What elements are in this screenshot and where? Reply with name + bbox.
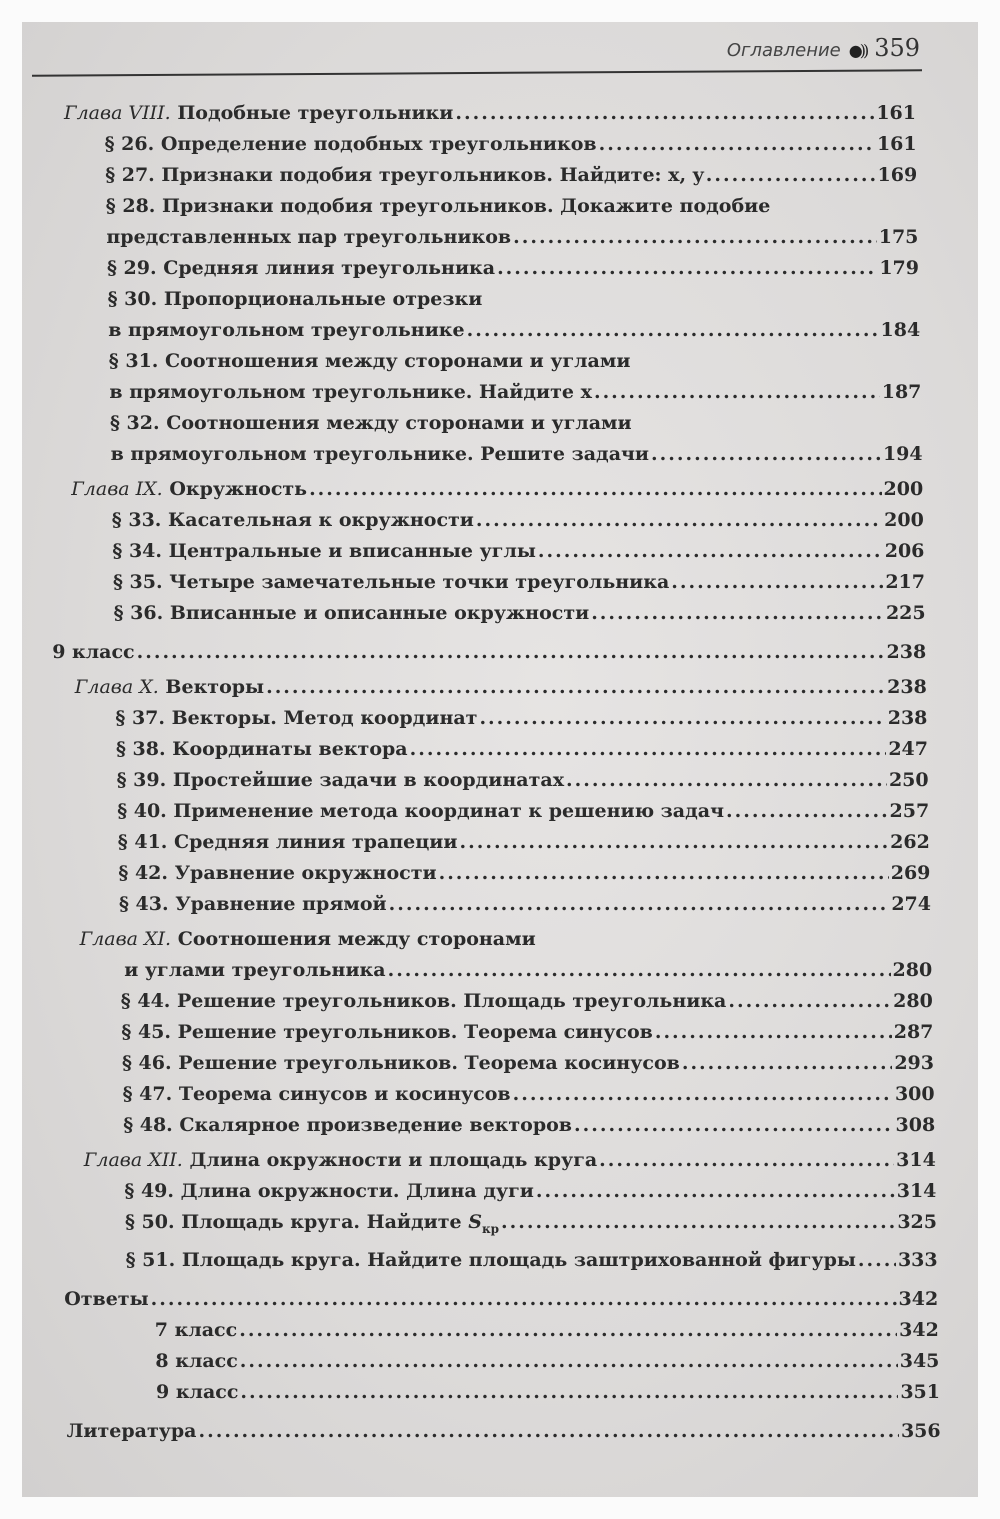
entry-text: § 44. Решение треугольников. Площадь треугольника [120,990,727,1012]
entry-text: Подобные треугольники [177,102,454,124]
entry-title [71,474,307,505]
entry-text: в прямоугольном треугольнике [108,319,465,341]
entry-text: § 43. Уравнение прямой [119,893,387,915]
dot-leader [858,1245,896,1276]
entry-title [75,672,264,703]
entry-title [125,1207,499,1245]
entry-title [115,703,477,734]
entry-page-number: 257 [889,800,930,822]
entry-text: Ответы [64,1287,149,1310]
entry-page-number: 238 [887,676,927,698]
entry-title [64,98,453,129]
entry-title [52,637,134,668]
entry-page-number: 247 [888,738,928,760]
toc-entry [22,346,978,408]
toc-entry [22,734,978,765]
header-ornament-icon: ●)) [848,41,867,60]
toc-entry [22,765,978,796]
toc-entry [22,796,978,827]
toc-entry [22,889,978,920]
dot-leader [728,986,891,1017]
entry-text: § 31. Соотношения между сторонами и углами [108,350,631,372]
entry-title [80,928,536,950]
running-header [727,34,920,62]
entry-title [155,1346,237,1377]
entry-title [156,1377,238,1408]
entry-page-number: 161 [876,133,917,155]
toc-entry [22,505,978,536]
chapter-label: Глава XI. [79,928,172,950]
toc-entry [22,1377,978,1408]
entry-text: 7 класс [154,1318,238,1341]
entry-page-number: 293 [894,1052,934,1074]
toc-entry [22,637,978,668]
toc-entry [22,1284,978,1315]
header-title: Оглавление [726,40,841,61]
entry-page-number: 269 [890,862,931,884]
toc-entry [22,1145,978,1176]
toc-entry [22,98,978,129]
toc-entry [22,598,978,629]
entry-page-number: 225 [885,602,926,624]
entry-text: § 48. Скалярное произведение векторов [123,1114,573,1136]
dot-leader [467,315,879,346]
dot-leader [513,222,877,253]
toc-entry [22,703,978,734]
dot-leader [594,377,880,408]
entry-title [114,598,590,629]
entry-text: § 50. Площадь круга. Найдите [125,1211,469,1233]
dot-leader [439,858,889,889]
entry-page-number: 194 [882,443,923,465]
entry-text: § 37. Векторы. Метод координат [115,707,478,729]
entry-title [122,1048,680,1079]
entry-page-number: 356 [900,1419,941,1442]
entry-title [112,536,536,567]
entry-text: 8 класс [155,1349,238,1372]
entry-text: § 33. Касательная к окружности [111,509,474,531]
dot-leader [389,889,890,920]
toc-entry [22,567,978,598]
entry-page-number: 200 [884,509,924,531]
dot-leader [706,160,876,191]
entry-text: § 34. Центральные и вписанные углы [112,540,536,562]
entry-text: § 35. Четыре замечательные точки треугольника [113,571,670,593]
dot-leader [240,1377,898,1408]
entry-title [112,505,474,536]
entry-title [111,439,649,470]
entry-title [116,734,408,765]
entry-title [106,195,771,217]
dot-leader [137,637,885,668]
toc-entry [22,284,978,346]
dot-leader [591,598,884,629]
entry-page-number: 300 [894,1083,935,1105]
entry-title [155,1315,237,1346]
toc-entry [22,827,978,858]
entry-text: представленных пар треугольников [106,226,512,248]
dot-leader [501,1207,895,1238]
entry-page-number: 200 [883,478,924,500]
entry-page-number: 333 [897,1248,938,1271]
entry-page-number: 179 [879,257,919,279]
entry-text: § 26. Определение подобных треугольников [104,133,597,155]
toc-entry [22,986,978,1017]
entry-text: § 30. Пропорциональные отрезки [107,288,483,310]
entry-text: § 38. Координаты вектора [116,738,408,760]
toc-entry [22,408,978,470]
toc-entry [22,1017,978,1048]
dot-leader [671,567,883,598]
entry-page-number: 308 [895,1114,936,1136]
entry-page-number: 345 [899,1349,940,1372]
chapter-label: Глава XII. [83,1149,183,1171]
entry-title [119,889,387,920]
entry-text: § 49. Длина окружности. Длина дуги [124,1180,534,1202]
entry-text: § 45. Решение треугольников. Теорема синусов [121,1021,653,1043]
dot-leader [513,1079,893,1110]
entry-text: § 39. Простейшие задачи в координатах [116,769,565,791]
entry-title [108,288,483,310]
entry-text: и углами треугольника [124,959,386,981]
dot-leader [239,1315,897,1346]
toc-entry [22,1079,978,1110]
table-of-contents [22,94,978,1447]
toc-entry [22,191,978,253]
math-subscript: кр [481,1221,500,1236]
entry-page-number: 314 [896,1180,937,1202]
entry-title [126,1245,856,1276]
toc-entry [22,858,978,889]
entry-text: Литература [66,1419,197,1442]
dot-leader [497,253,877,284]
chapter-label: Глава VIII. [64,102,171,124]
entry-text: Окружность [169,478,308,500]
entry-page-number: 342 [899,1318,939,1341]
dot-leader [266,672,885,703]
entry-title [117,765,564,796]
entry-page-number: 280 [892,959,933,981]
chapter-label: Глава X. [74,676,159,698]
entry-title [124,1176,533,1207]
dot-leader [151,1284,897,1315]
entry-title [84,1145,597,1176]
page-number: 359 [874,34,920,62]
toc-entry [22,1176,978,1207]
toc-entry [22,1416,978,1447]
entry-text: § 32. Соотношения между сторонами и углами [110,412,632,434]
entry-text: § 28. Признаки подобия треугольников. Докажите подобие [105,195,771,217]
entry-text: 9 класс [156,1380,239,1403]
entry-text: § 40. Применение метода координат к решению задач [117,800,724,822]
header-rule [32,69,922,76]
entry-page-number: 325 [897,1211,937,1233]
toc-entry [22,1110,978,1141]
dot-leader [240,1346,898,1377]
entry-page-number: 238 [887,707,928,729]
entry-text: Векторы [165,676,265,698]
entry-page-number: 342 [898,1287,939,1310]
entry-text: в прямоугольном треугольнике. Решите задачи [110,443,650,465]
entry-page-number: 184 [880,319,921,341]
dot-leader [460,827,889,858]
entry-title [108,315,464,346]
entry-text: § 41. Средняя линия трапеции [117,831,458,853]
toc-entry [22,1346,978,1377]
entry-title [109,377,592,408]
entry-page-number: 206 [884,540,925,562]
entry-title [110,412,632,434]
toc-entry [22,672,978,703]
dot-leader [388,955,891,986]
entry-title [123,1079,511,1110]
dot-leader [599,129,875,160]
toc-entry [22,253,978,284]
entry-text: § 51. Площадь круга. Найдите площадь заштрихованной фигуры [125,1248,856,1271]
dot-leader [198,1416,898,1447]
entry-page-number: 250 [888,769,929,791]
entry-page-number: 161 [876,102,916,124]
entry-title [107,253,495,284]
entry-page-number: 175 [878,226,919,248]
toc-entry [22,1048,978,1079]
entry-text: § 42. Уравнение окружности [118,862,437,884]
entry-page-number: 169 [877,164,918,186]
entry-page-number: 314 [896,1149,936,1171]
entry-title [121,986,727,1017]
dot-leader [682,1048,893,1079]
toc-entry [22,160,978,191]
dot-leader [455,98,874,129]
entry-text: § 47. Теорема синусов и косинусов [122,1083,511,1105]
dot-leader [651,439,881,470]
entry-page-number: 280 [893,990,933,1012]
dot-leader [410,734,887,765]
entry-title [118,858,436,889]
dot-leader [574,1110,894,1141]
toc-entry [22,474,978,505]
dot-leader [479,703,885,734]
entry-title [67,1416,197,1447]
dot-leader [655,1017,892,1048]
entry-page-number: 287 [893,1021,934,1043]
entry-title [118,827,458,858]
entry-text: 9 класс [52,641,135,663]
entry-title [106,222,511,253]
entry-text: § 46. Решение треугольников. Теорема косинусов [122,1052,680,1074]
entry-title [105,129,597,160]
entry-title [105,160,704,191]
math-symbol: S [468,1211,482,1233]
entry-title [121,1017,652,1048]
dot-leader [476,505,882,536]
entry-title [113,567,669,598]
entry-title [124,955,385,986]
dot-leader [538,536,883,567]
entry-title [64,1284,148,1315]
toc-entry [22,536,978,567]
entry-text: § 36. Вписанные и описанные окружности [113,602,590,624]
toc-entry [22,1315,978,1346]
entry-page-number: 217 [885,571,925,593]
toc-entry [22,129,978,160]
entry-text: Длина окружности и площадь круга [189,1149,598,1171]
dot-leader [726,796,888,827]
entry-title [109,350,631,372]
entry-text: в прямоугольном треугольнике. Найдите x [109,381,592,403]
entry-text: Соотношения между сторонами [177,928,536,950]
book-page [22,22,978,1497]
dot-leader [566,765,887,796]
entry-page-number: 238 [886,641,927,663]
toc-entry [22,924,978,986]
entry-text: § 29. Средняя линия треугольника [107,257,496,279]
entry-page-number: 187 [881,381,922,403]
dot-leader [599,1145,894,1176]
entry-page-number: 351 [900,1380,940,1403]
entry-page-number: 274 [891,893,931,915]
chapter-label: Глава IX. [71,478,163,500]
entry-title [117,796,724,827]
dot-leader [536,1176,895,1207]
entry-text: § 27. Признаки подобия треугольников. Найдите: x, y [105,164,704,186]
entry-title [123,1110,572,1141]
toc-entry [22,1245,978,1276]
entry-page-number: 262 [890,831,930,853]
toc-entry [22,1207,978,1245]
dot-leader [309,474,881,505]
